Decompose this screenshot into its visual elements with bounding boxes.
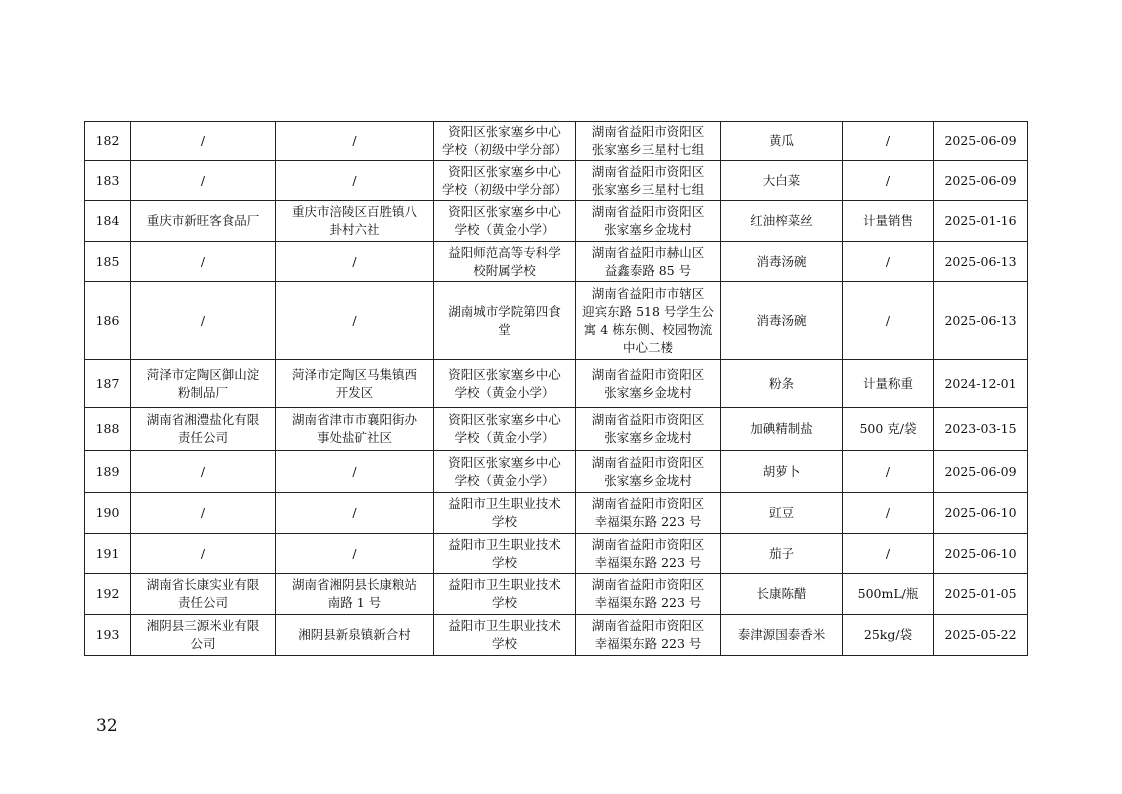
product-name-cell: 胡萝卜 <box>721 451 843 493</box>
table-row <box>85 201 1028 242</box>
production-date-cell: 2025-01-16 <box>934 201 1028 242</box>
table-row <box>85 493 1028 534</box>
producer-address-cell: 湖南省湘阴县长康粮站 南路 1 号 <box>276 574 434 615</box>
product-name-cell: 消毒汤碗 <box>721 242 843 282</box>
specification-cell: 25kg/袋 <box>843 615 934 656</box>
production-date-cell: 2025-06-13 <box>934 242 1028 282</box>
sampled-unit-cell: 益阳市卫生职业技术 学校 <box>434 574 576 615</box>
producer-address-cell: / <box>276 161 434 201</box>
sampled-unit-address-cell: 湖南省益阳市资阳区 张家塞乡三星村七组 <box>576 161 721 201</box>
producer-address-cell: / <box>276 122 434 161</box>
sampled-unit-address-cell: 湖南省益阳市资阳区 张家塞乡金垅村 <box>576 360 721 408</box>
producer-name-cell: / <box>131 493 276 534</box>
producer-name-cell: 湖南省长康实业有限 责任公司 <box>131 574 276 615</box>
sampled-unit-address-cell: 湖南省益阳市资阳区 张家塞乡金垅村 <box>576 201 721 242</box>
row-number-cell: 185 <box>85 242 131 282</box>
page-number: 32 <box>96 716 118 736</box>
table-row <box>85 282 1028 360</box>
row-number-cell: 191 <box>85 534 131 574</box>
production-date-cell: 2025-06-09 <box>934 122 1028 161</box>
producer-name-cell: 重庆市新旺客食品厂 <box>131 201 276 242</box>
production-date-cell: 2025-06-10 <box>934 534 1028 574</box>
production-date-cell: 2025-06-09 <box>934 451 1028 493</box>
specification-cell: 计量称重 <box>843 360 934 408</box>
table-row <box>85 451 1028 493</box>
table-row <box>85 360 1028 408</box>
sampled-unit-cell: 益阳师范高等专科学 校附属学校 <box>434 242 576 282</box>
producer-address-cell: / <box>276 493 434 534</box>
specification-cell: 500 克/袋 <box>843 408 934 451</box>
sampled-unit-address-cell: 湖南省益阳市市辖区 迎宾东路 518 号学生公 寓 4 栋东侧、校园物流 中心二楼 <box>576 282 721 360</box>
product-name-cell: 茄子 <box>721 534 843 574</box>
table-row <box>85 534 1028 574</box>
specification-cell: / <box>843 161 934 201</box>
product-name-cell: 豇豆 <box>721 493 843 534</box>
producer-address-cell: / <box>276 242 434 282</box>
product-name-cell: 长康陈醋 <box>721 574 843 615</box>
table-row <box>85 408 1028 451</box>
row-number-cell: 190 <box>85 493 131 534</box>
row-number-cell: 192 <box>85 574 131 615</box>
table-row <box>85 242 1028 282</box>
producer-address-cell: / <box>276 534 434 574</box>
row-number-cell: 193 <box>85 615 131 656</box>
product-name-cell: 粉条 <box>721 360 843 408</box>
producer-name-cell: 湘阴县三源米业有限 公司 <box>131 615 276 656</box>
row-number-cell: 184 <box>85 201 131 242</box>
specification-cell: / <box>843 493 934 534</box>
sampled-unit-address-cell: 湖南省益阳市资阳区 幸福渠东路 223 号 <box>576 534 721 574</box>
product-name-cell: 红油榨菜丝 <box>721 201 843 242</box>
specification-cell: / <box>843 534 934 574</box>
producer-name-cell: / <box>131 122 276 161</box>
row-number-cell: 186 <box>85 282 131 360</box>
producer-address-cell: 重庆市涪陵区百胜镇八 卦村六社 <box>276 201 434 242</box>
producer-name-cell: / <box>131 242 276 282</box>
row-number-cell: 187 <box>85 360 131 408</box>
producer-name-cell: / <box>131 161 276 201</box>
specification-cell: 计量销售 <box>843 201 934 242</box>
producer-address-cell: 菏泽市定陶区马集镇西 开发区 <box>276 360 434 408</box>
producer-address-cell: / <box>276 451 434 493</box>
sampled-unit-cell: 资阳区张家塞乡中心 学校（黄金小学） <box>434 408 576 451</box>
table-row <box>85 122 1028 161</box>
sampled-unit-address-cell: 湖南省益阳市资阳区 张家塞乡金垅村 <box>576 408 721 451</box>
specification-cell: 500mL/瓶 <box>843 574 934 615</box>
row-number-cell: 189 <box>85 451 131 493</box>
production-date-cell: 2025-06-10 <box>934 493 1028 534</box>
producer-name-cell: / <box>131 282 276 360</box>
producer-name-cell: 菏泽市定陶区御山淀 粉制品厂 <box>131 360 276 408</box>
sampled-unit-cell: 益阳市卫生职业技术 学校 <box>434 493 576 534</box>
row-number-cell: 188 <box>85 408 131 451</box>
sampled-unit-cell: 益阳市卫生职业技术 学校 <box>434 534 576 574</box>
sampled-unit-cell: 益阳市卫生职业技术 学校 <box>434 615 576 656</box>
producer-address-cell: 湖南省津市市襄阳街办 事处盐矿社区 <box>276 408 434 451</box>
product-name-cell: 消毒汤碗 <box>721 282 843 360</box>
table-row <box>85 161 1028 201</box>
specification-cell: / <box>843 122 934 161</box>
production-date-cell: 2025-01-05 <box>934 574 1028 615</box>
production-date-cell: 2025-06-09 <box>934 161 1028 201</box>
sampled-unit-cell: 资阳区张家塞乡中心 学校（黄金小学） <box>434 451 576 493</box>
production-date-cell: 2023-03-15 <box>934 408 1028 451</box>
sampled-unit-address-cell: 湖南省益阳市资阳区 幸福渠东路 223 号 <box>576 574 721 615</box>
product-name-cell: 泰津源国泰香米 <box>721 615 843 656</box>
product-name-cell: 加碘精制盐 <box>721 408 843 451</box>
sampled-unit-cell: 资阳区张家塞乡中心 学校（黄金小学） <box>434 360 576 408</box>
production-date-cell: 2024-12-01 <box>934 360 1028 408</box>
sampled-unit-cell: 湖南城市学院第四食 堂 <box>434 282 576 360</box>
row-number-cell: 182 <box>85 122 131 161</box>
table-body <box>85 122 1028 656</box>
producer-name-cell: / <box>131 534 276 574</box>
sampled-unit-address-cell: 湖南省益阳市赫山区 益鑫泰路 85 号 <box>576 242 721 282</box>
product-name-cell: 黄瓜 <box>721 122 843 161</box>
sampling-table <box>84 121 1028 656</box>
specification-cell: / <box>843 451 934 493</box>
sampled-unit-address-cell: 湖南省益阳市资阳区 幸福渠东路 223 号 <box>576 493 721 534</box>
sampled-unit-cell: 资阳区张家塞乡中心 学校（初级中学分部） <box>434 161 576 201</box>
table-row <box>85 615 1028 656</box>
producer-address-cell: 湘阴县新泉镇新合村 <box>276 615 434 656</box>
production-date-cell: 2025-05-22 <box>934 615 1028 656</box>
specification-cell: / <box>843 242 934 282</box>
producer-address-cell: / <box>276 282 434 360</box>
sampled-unit-address-cell: 湖南省益阳市资阳区 幸福渠东路 223 号 <box>576 615 721 656</box>
producer-name-cell: 湖南省湘澧盐化有限 责任公司 <box>131 408 276 451</box>
specification-cell: / <box>843 282 934 360</box>
sampled-unit-address-cell: 湖南省益阳市资阳区 张家塞乡三星村七组 <box>576 122 721 161</box>
production-date-cell: 2025-06-13 <box>934 282 1028 360</box>
product-name-cell: 大白菜 <box>721 161 843 201</box>
row-number-cell: 183 <box>85 161 131 201</box>
sampled-unit-cell: 资阳区张家塞乡中心 学校（黄金小学） <box>434 201 576 242</box>
table-row <box>85 574 1028 615</box>
producer-name-cell: / <box>131 451 276 493</box>
sampled-unit-cell: 资阳区张家塞乡中心 学校（初级中学分部） <box>434 122 576 161</box>
sampled-unit-address-cell: 湖南省益阳市资阳区 张家塞乡金垅村 <box>576 451 721 493</box>
